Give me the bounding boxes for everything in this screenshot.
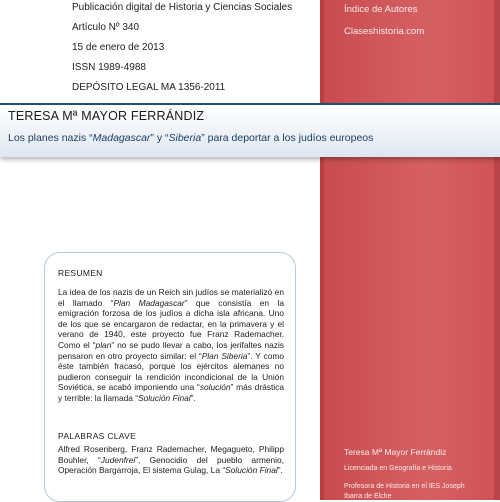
sidebar-author-role: Profesora de Historia en el IES Joseph: [344, 483, 465, 490]
site-link[interactable]: Claseshistoria.com: [344, 26, 425, 37]
article-number: Artículo Nº 340: [72, 22, 140, 33]
abstract-text: La idea de los nazis de un Reich sin judíos se materializó en el llamado “Plan Madagascar” que consistía en la emigración forzosa de los judíos a dicha isla africana. Uno de los que se encargaron de redactar, en la primavera y el verano de 1940, este proyecto fue Franz Rademacher. Como el “plan” no se pudo llevar a cabo, los jerifaltes nazis pensaron en otro proyecto similar: el “Plan Siberia”. Y como éste también fracasó, porque los ejércitos alemanes no pudieron conseguir la rendición incondicional de la Unión Soviética, se acabó imponiendo una “solución” más drástica y terrible: la llamada “Solución Final”.: [58, 287, 284, 403]
keywords-heading: PALABRAS CLAVE: [58, 431, 137, 441]
issn: ISSN 1989-4988: [72, 62, 146, 73]
publication-label: Publicación digital de Historia y Ciencias Sociales: [72, 2, 293, 13]
sidebar-author-degree: Licenciada en Geografía e Historia: [344, 465, 452, 472]
authors-index-link[interactable]: Índice de Autores: [344, 4, 418, 15]
sidebar: [320, 0, 500, 500]
sidebar-stripe: [320, 0, 324, 500]
article-author: TERESA Mª MAYOR FERRÁNDIZ: [8, 109, 205, 123]
deposito-legal: DEPÓSITO LEGAL MA 1356-2011: [72, 82, 226, 93]
abstract-heading: RESUMEN: [58, 268, 103, 278]
title-madagascar: Madagascar: [92, 132, 151, 144]
sidebar-author-name: Teresa Mª Mayor Ferrándiz: [344, 447, 447, 457]
article-title: Los planes nazis “Madagascar” y “Siberia” para deportar a los judíos europeos: [8, 132, 374, 144]
sidebar-author-role-2: Ibarra de Elche: [344, 493, 392, 500]
title-band: [0, 103, 500, 157]
title-siberia: Siberia: [168, 132, 202, 144]
publication-date: 15 de enero de 2013: [72, 42, 165, 53]
keywords-text: Alfred Rosenberg, Franz Rademacher, Megagueto, Philipp Bouhler, “Judenfrei”, Genocidio del pueblo armenio, Operación Bargarroja, El sistema Gulag, La “Solución Final”.: [58, 444, 284, 476]
sidebar-stripe-right: [494, 0, 500, 500]
